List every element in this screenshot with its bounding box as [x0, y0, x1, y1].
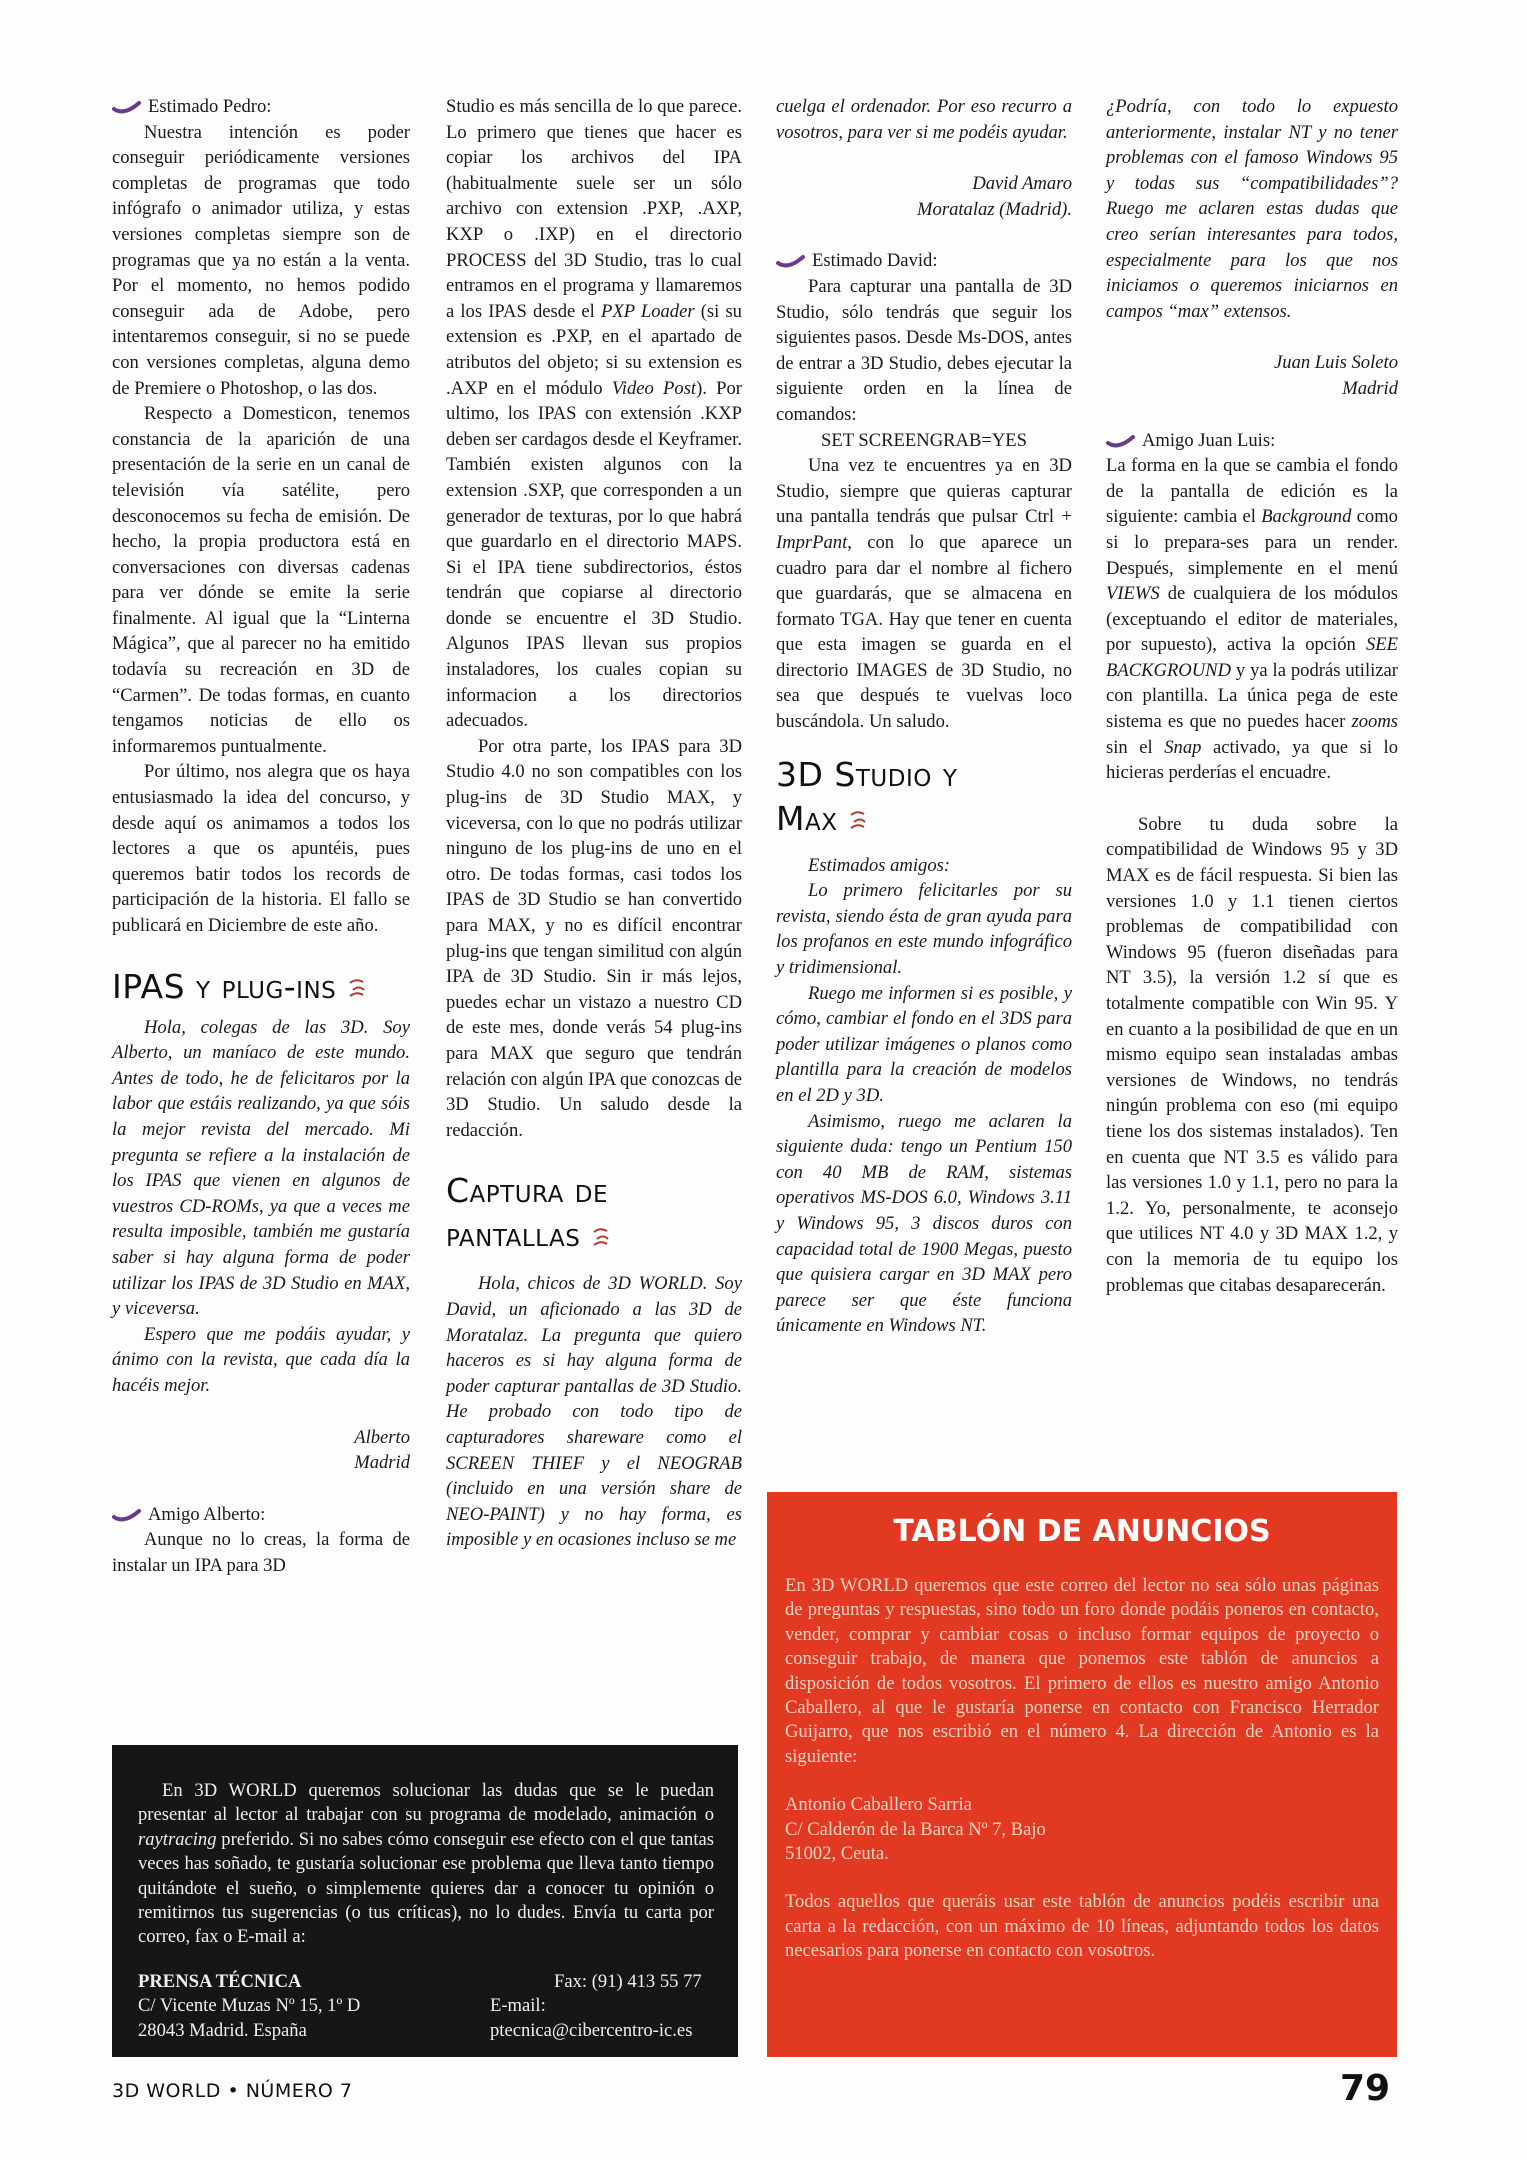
section-mark-icon: [346, 977, 368, 999]
company-street: C/ Vicente Muzas Nº 15, 1º D: [138, 1995, 361, 2017]
answer-alberto-p2: Por otra parte, los IPAS para 3D Studio 4.0 no son compatibles con los plug-ins de 3D Studio MAX, y viceversa, con lo que no podrás utilizar ninguno de los plug-ins de uno en el otro. De todas formas, casi todos los IPAS de 3D Studio se han convertido para MAX, y no es difícil encontrar plug-ins que tengan similitud con algún IPA de 3D Studio. Sin ir más lejos, puedes echar un vistazo a nuestro CD de este mes, donde verás 54 plug-ins para MAX que seguro que tendrán relación con algún IPA que conozcas de 3D Studio. Un saludo desde la redacción.: [446, 735, 742, 1141]
tablon-box: [767, 1492, 1397, 2057]
answer-juan-p2: Sobre tu duda sobre la compatibilidad de Windows 95 y 3D MAX es de fácil respuesta. Si bien las versiones 1.0 y 1.1 tienen ciertos problemas de compatibilidad con Windows 95 (fueron diseñadas para NT 3.5), la versión 1.2 sí que es totalmente compatible con Win 95. Y en cuanto a la posibilidad de que en un mismo equipo sean instaladas ambas versiones de Windows, no tendrás ningún problema con eso (mi equipo tiene los dos sistemas instalados). Ten en cuenta que NT 3.5 es válido para las versiones 1.0 y 1.1, pero no para la 1.2. Yo, personalmente, te aconsejo que utilices NT 4.0 y 3D MAX 1.2, y con la memoria de tu equipo los problemas que citabas desaparecerán.: [1106, 813, 1398, 1296]
letter-david-end: cuelga el ordenador. Por eso recurro a vosotros, para ver si me podéis ayudar.: [776, 96, 1072, 143]
tablon-title: TABLÓN DE ANUNCIOS: [893, 1514, 1271, 1549]
tablon-addr1: Antonio Caballero Sarria: [785, 1794, 972, 1816]
answer-alberto-p1: Studio es más sencilla de lo que parece. Lo primero que tienes que hacer es copiar los archivos del IPA (habitualmente suele ser un sólo archivo con extension .PXP, .AXP, KXP o .IXP) en el directorio PROCESS del 3D Studio, tras lo cual entramos en el programa y llamaremos a los IPAS desde el PXP Loader (si su extension es .PXP, en el apartado de atributos del objeto; si su extension es .AXP en el módulo Video Post). Por ultimo, los IPAS con extensión .KXP deben ser cardagos desde el Keyframer. También existen algunos con la extension .SXP, que corresponden a un generador de texturas, por lo que habrá que guardarlo en el directorio MAPS. Si el IPA tiene subdirectorios, éstos tendrán que copiarse al directorio donde se encuentre el 3D Studio. Algunos IPAS llevan sus propios instaladores, los cuales copian su informacion a los directorios adecuados.: [446, 96, 742, 732]
page-number: 79: [1340, 2068, 1391, 2109]
answer-pedro-p3: Por último, nos alegra que os haya entusiasmado la idea del concurso, y desde aquí os animamos a todos los lectores a que os apuntéis, pues queremos batir todos los records de participación de la historia. El fallo se publicará en Diciembre de este año.: [112, 761, 410, 936]
letter-juan-p1: Estimados amigos:: [808, 854, 951, 876]
swoosh-icon: [112, 1508, 142, 1524]
answer-david-p2: Una vez te encuentres ya en 3D Studio, siempre que quieras capturar una pantalla tendrás que pulsar Ctrl + ImprPant, con lo que aparece un cuadro para dar el nombre al fichero que guardarás, que se almacena en formato TGA. Hay que tener en cuenta que esta imagen se guarda en el directorio IMAGES de 3D Studio, no sea que después te vuelvas loco buscándola. Un saludo.: [776, 455, 1072, 733]
signature-juan: Juan Luis Soleto Madrid: [1274, 352, 1398, 399]
company-fax: Fax: (91) 413 55 77: [554, 1970, 702, 1992]
command-line: SET SCREENGRAB=YES: [821, 429, 1027, 451]
letter-david: Hola, chicos de 3D WORLD. Soy David, un aficionado a las 3D de Moratalaz. La pregunta que quiero haceros es si hay alguna forma de poder capturar pantallas de 3D Studio. He probado con todo tipo de capturadores shareware como el SCREEN THIEF y el NEOGRAB (incluido en una versión share de NEO-PAINT) y no hay forma, es imposible y en ocasiones incluso se me: [446, 1273, 742, 1551]
contact-box-text: En 3D WORLD queremos solucionar las dudas que se le puedan presentar al lector al trabajar con su programa de modelado, animación o raytracing preferido. Si no sabes cómo conseguir ese efecto con el que tantas veces has soñado, te gustaría solucionar ese problema que lleva tanto tiempo quitándote el sueño, o simplemente quieres dar a conocer tu opinión o remitirnos tus sugerencias (o tus críticas), no lo dudes. Envía tu carta por correo, fax o E-mail a:: [138, 1780, 714, 1948]
tablon-p2: Todos aquellos que queráis usar este tablón de anuncios podéis escribir una carta a la redacción, con un máximo de 10 líneas, adjuntando todos los datos necesarios para ponerse en contacto con vosotros.: [785, 1891, 1379, 1962]
tablon-addr3: 51002, Ceuta.: [785, 1843, 889, 1865]
answer-alberto-start: Aunque no lo creas, la forma de instalar un IPA para 3D: [112, 1529, 410, 1576]
letter-alberto-p2: Espero que me podáis ayudar, y ánimo con la revista, que cada día la hacéis mejor.: [112, 1323, 410, 1396]
swoosh-icon: [776, 254, 806, 270]
section-mark-icon: [847, 809, 869, 831]
salute-david: Estimado David:: [776, 248, 1072, 274]
salute-pedro: Estimado Pedro:: [112, 94, 410, 120]
heading-ipas: IPAS y plug-ins: [112, 965, 410, 1009]
letter-juan-p2: Lo primero felicitarles por su revista, siendo ésta de gran ayuda para los profanos en este mundo infográfico y tridimensional.: [776, 880, 1072, 979]
column-2: [446, 94, 742, 1553]
heading-captura: Captura de pantallas: [446, 1169, 742, 1257]
letter-alberto-p1: Hola, colegas de las 3D. Soy Alberto, un maníaco de este mundo. Antes de todo, he de felicitaros por la labor que estáis realizando, ya que sóis la mejor revista del mercado. Mi pregunta se refiere a la instalación de los IPAS que vienen en algunos de vuestros CD-ROMs, ya que a veces me resulta imposible, también me gustaría saber si hay alguna forma de poder utilizar los IPAS de 3D Studio en MAX, y viceversa.: [112, 1016, 410, 1320]
column-1: [112, 94, 410, 1578]
column-4: [1106, 94, 1398, 1298]
contact-address: [138, 1970, 714, 2043]
footer-magazine: 3D WORLD • NÚMERO 7: [112, 2080, 353, 2102]
letter-juan-end: ¿Podría, con todo lo expuesto anteriormente, instalar NT y no tener problemas con el famoso Windows 95 y todas sus “compatibilidades”? Ruego me aclaren estas dudas que creo serían interesantes para todos, especialmente para los que nos iniciamos o queremos iniciarnos en campos “max” extensos.: [1106, 96, 1398, 322]
company-name: PRENSA TÉCNICA: [138, 1970, 302, 1992]
signature-alberto: Alberto Madrid: [354, 1426, 410, 1474]
company-email[interactable]: E-mail: ptecnica@cibercentro-ic.es: [490, 1995, 693, 2041]
tablon-p1: En 3D WORLD queremos que este correo del lector no sea sólo unas páginas de preguntas y respuestas, sino todo un foro donde podáis poneros en contacto, vender, comprar y cambiar cosas o incluso formar equipos de proyecto o conseguir trabajo, de manera que ponemos este tablón de anuncios a disposición de todos vosotros. El primero de ellos es nuestro amigo Antonio Caballero, al que le gustaría ponerse en contacto con Francisco Herrador Guijarro, que nos escribió en el número 4. La dirección de Antonio es la siguiente:: [785, 1575, 1379, 1767]
contact-box: [112, 1745, 738, 2057]
answer-juan-p1: La forma en la que se cambia el fondo de la pantalla de edición es la siguiente: cambia el Background como si lo prepara-ses para un render. Después, simplemente en el menú VIEWS de cualquiera de los módulos (exceptuando el editor de materiales, por supuesto), activa la opción SEE BACKGROUND y ya la podrás utilizar con plantilla. La única pega de este sistema es que no puedes hacer zooms sin el Snap activado, ya que si lo hicieras perderías el encuadre.: [1106, 455, 1399, 784]
letter-juan-p3: Ruego me informen si es posible, y cómo, cambiar el fondo en el 3DS para poder utilizar imágenes o planos como plantilla para la creación de modelos en el 2D y 3D.: [776, 982, 1072, 1106]
salute-juan: Amigo Juan Luis:: [1106, 428, 1398, 454]
section-mark-icon: [590, 1226, 612, 1248]
letter-juan-p4: Asimismo, ruego me aclaren la siguiente duda: tengo un Pentium 150 con 40 MB de RAM, sistemas operativos MS-DOS 6.0, Windows 3.11 y Windows 95, 3 discos duros con capacidad total de 1900 Megas, puesto que quisiera cargar en 3D MAX pero parece ser que éste funciona únicamente en Windows NT.: [776, 1110, 1072, 1337]
tablon-addr2: C/ Calderón de la Barca Nº 7, Bajo: [785, 1818, 1046, 1840]
swoosh-icon: [112, 100, 142, 116]
signature-david: David Amaro Moratalaz (Madrid).: [917, 173, 1072, 220]
salute-alberto: Amigo Alberto:: [112, 1502, 410, 1528]
answer-pedro-p2: Respecto a Domesticon, tenemos constancia de la aparición de una presentación de la serie en un canal de televisión vía satélite, pero desconocemos su fecha de emisión. De hecho, la propia productora está en conversaciones con diversas cadenas para ver dónde se emite la serie finalmente. Al igual que la “Linterna Mágica”, que al parecer no ha emitido todavía su recreación en 3D de “Carmen”. De todas formas, en cuanto tengamos noticias de ello os informaremos puntualmente.: [112, 403, 410, 757]
company-city: 28043 Madrid. España: [138, 2019, 307, 2041]
swoosh-icon: [1106, 434, 1136, 450]
heading-3dstudio-max: 3D Studio y Max: [776, 754, 958, 838]
answer-david-p1: Para capturar una pantalla de 3D Studio, sólo tendrás que seguir los siguientes pasos. Desde Ms-DOS, antes de entrar a 3D Studio, debes ejecutar la siguiente orden en la línea de comandos:: [776, 275, 1072, 425]
column-3: [776, 94, 1072, 1339]
answer-pedro-p1: Nuestra intención es poder conseguir periódicamente versiones completas de programas que todo infógrafo o animador utiliza, y estas versiones completas siempre son de programas que ya no están a la venta. Por el momento, no hemos podido conseguir ada de Adobe, pero intentaremos conseguir, si no se puede con versiones completas, alguna demo de Premiere o Photoshop, o las dos.: [112, 121, 410, 399]
